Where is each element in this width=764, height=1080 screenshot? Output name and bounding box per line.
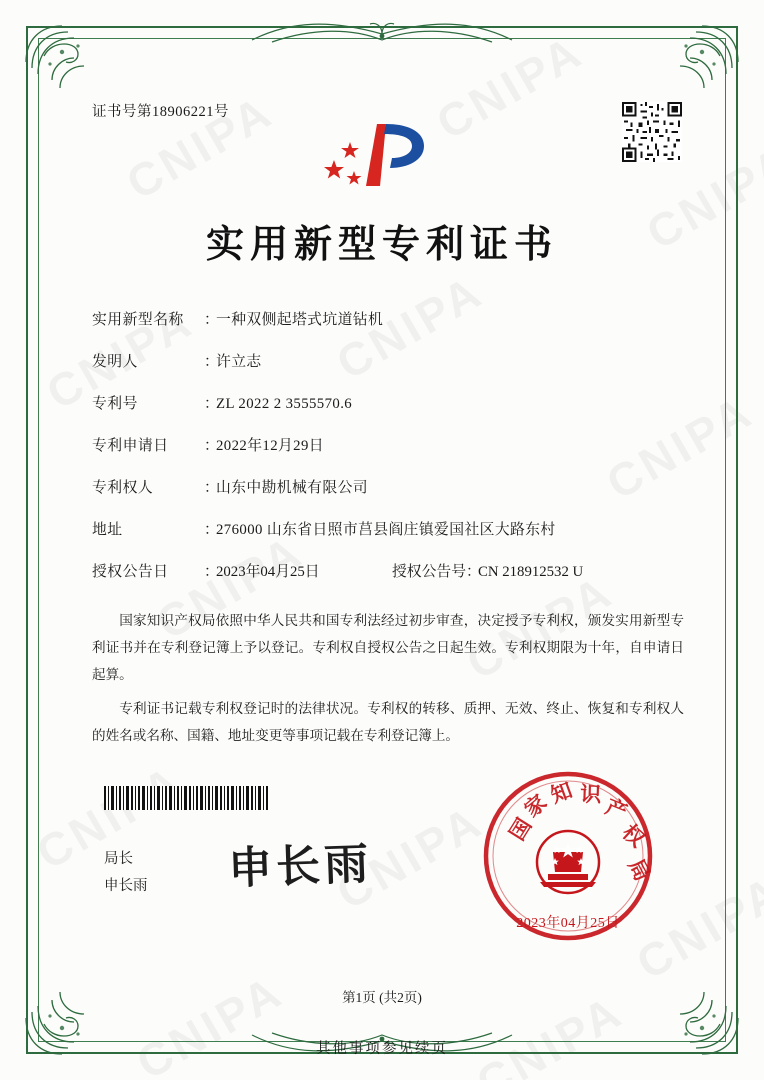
field-value: 276000 山东省日照市莒县阎庄镇爱国社区大路东村 xyxy=(216,522,556,538)
field-application-date xyxy=(92,434,694,455)
field-colon: ： xyxy=(204,312,219,328)
field-value: 2022年12月29日 xyxy=(216,438,324,454)
edge-ornament-top xyxy=(232,18,532,53)
announcement-number-label: 授权公告号 xyxy=(392,564,466,580)
field-colon: ： xyxy=(204,522,219,538)
qr-code xyxy=(622,102,682,162)
field-label: 发明人 xyxy=(92,354,138,370)
svg-text:权: 权 xyxy=(617,819,650,852)
certificate-content xyxy=(70,100,694,755)
paragraph-2: 专利证书记载专利权登记时的法律状况。专利权的转移、质押、无效、终止、恢复和专利权人的姓名或名称、国籍、地址变更等事项记载在专利登记簿上。 xyxy=(92,700,684,743)
field-colon: ： xyxy=(466,564,481,580)
paragraph-1: 国家知识产权局依照中华人民共和国专利法经过初步审查，决定授予专利权，颁发实用新型专利证书并在专利登记簿上予以登记。专利权自授权公告之日起生效。专利权期限为十年，自申请日起算。 xyxy=(92,613,684,683)
field-label: 专利权人 xyxy=(92,480,154,496)
announcement-date-value: 2023年04月25日 xyxy=(216,564,320,580)
field-value: 山东中勘机械有限公司 xyxy=(216,480,368,496)
fields-list xyxy=(92,308,694,581)
director-title: 局长 xyxy=(104,851,133,867)
field-announcement xyxy=(92,560,694,581)
field-colon: ： xyxy=(204,354,219,370)
field-colon: ： xyxy=(204,438,219,454)
field-patentee xyxy=(92,476,694,497)
field-label: 地址 xyxy=(92,522,123,538)
announcement-number-value: CN 218912532 U xyxy=(478,564,584,580)
field-colon: ： xyxy=(204,480,219,496)
announcement-date-label: 授权公告日 xyxy=(92,564,169,580)
legal-paragraphs xyxy=(92,607,684,749)
director-name: 申长雨 xyxy=(104,877,148,894)
field-label: 专利号 xyxy=(92,396,138,412)
svg-text:家: 家 xyxy=(519,789,552,822)
svg-text:知: 知 xyxy=(547,777,576,808)
field-label: 实用新型名称 xyxy=(92,312,184,328)
field-value: ZL 2022 2 3555570.6 xyxy=(216,396,353,412)
field-colon: ： xyxy=(204,564,219,580)
field-inventor xyxy=(92,350,694,371)
signature-block xyxy=(104,846,148,900)
field-label: 专利申请日 xyxy=(92,438,169,454)
field-address xyxy=(92,518,694,539)
page-number: 第1页 (共2页) xyxy=(342,990,422,1005)
svg-text:局: 局 xyxy=(623,855,654,885)
barcode xyxy=(104,786,270,810)
field-colon: ： xyxy=(204,396,219,412)
footer-note: 其他事项参见续页 xyxy=(316,1041,448,1057)
certificate-number: 证书号第18906221号 xyxy=(92,104,229,120)
field-value: 一种双侧起塔式坑道钻机 xyxy=(216,312,384,328)
svg-text:国: 国 xyxy=(504,814,537,845)
page-title: 实用新型专利证书 xyxy=(205,224,558,266)
field-utility-model-name xyxy=(92,308,694,329)
svg-text:识: 识 xyxy=(579,782,602,807)
handwritten-signature: 申长雨 xyxy=(227,838,374,895)
cnipa-logo xyxy=(70,116,694,192)
field-value: 许立志 xyxy=(216,354,262,370)
field-patent-number xyxy=(92,392,694,413)
svg-text:产: 产 xyxy=(602,794,631,825)
seal-date: 2023年04月25日 xyxy=(516,916,620,931)
